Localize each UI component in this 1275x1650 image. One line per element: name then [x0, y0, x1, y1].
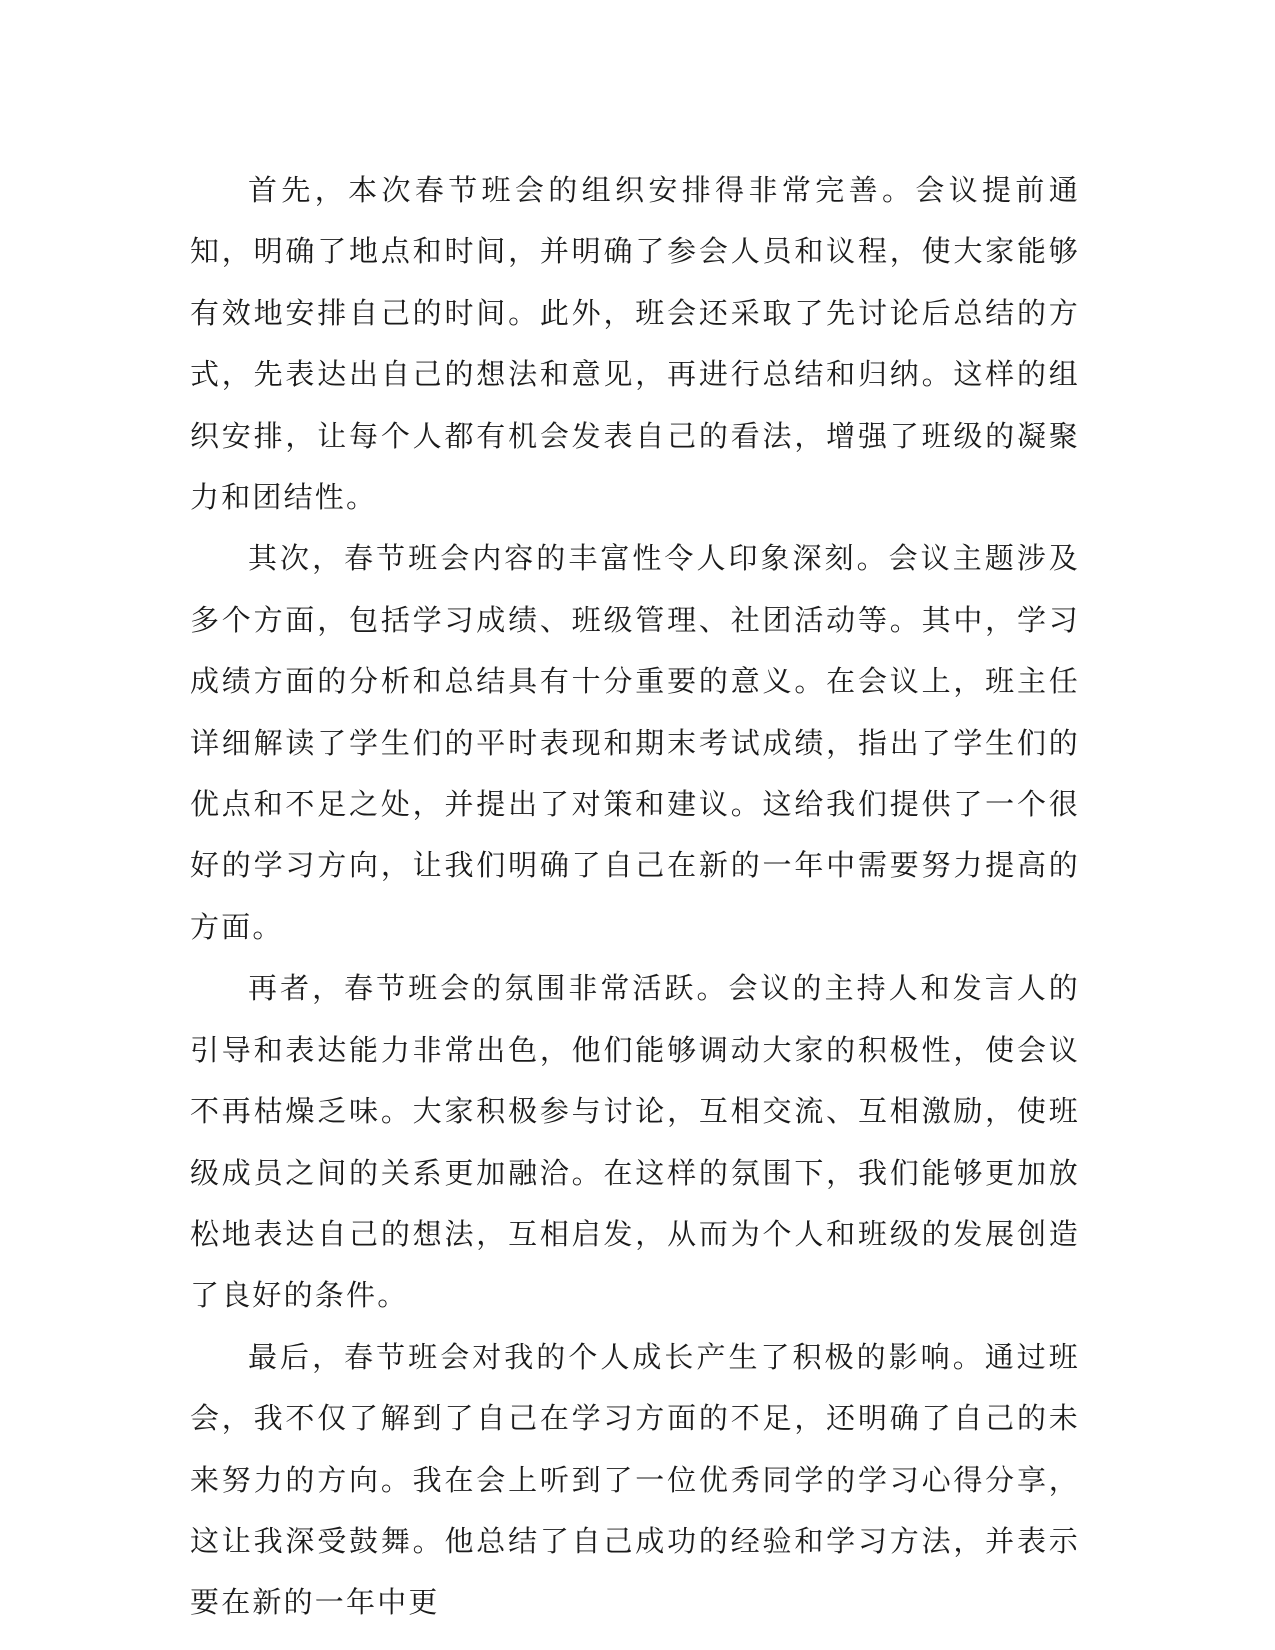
paragraph-personal-growth: 最后，春节班会对我的个人成长产生了积极的影响。通过班会，我不仅了解到了自己在学习方面的不足，还明确了自己的未来努力的方向。我在会上听到了一位优秀同学的学习心得分享，这让我深受鼓舞。他总结了自己成功的经验和学习方法，并表示要在新的一年中更 [190, 1339, 1080, 1620]
paragraph-organization: 首先，本次春节班会的组织安排得非常完善。会议提前通知，明确了地点和时间，并明确了参会人员和议程，使大家能够有效地安排自己的时间。此外，班会还采取了先讨论后总结的方式，先表达出自己的想法和意见，再进行总结和归纳。这样的组织安排，让每个人都有机会发表自己的看法，增强了班级的凝聚力和团结性。 [190, 173, 1080, 515]
paragraph-content: 其次，春节班会内容的丰富性令人印象深刻。会议主题涉及多个方面，包括学习成绩、班级管理、社团活动等。其中，学习成绩方面的分析和总结具有十分重要的意义。在会议上，班主任详细解读了学生们的平时表现和期末考试成绩，指出了学生们的优点和不足之处，并提出了对策和建议。这给我们提供了一个很好的学习方向，让我们明确了自己在新的一年中需要努力提高的方面。 [190, 541, 1080, 944]
paragraph-atmosphere: 再者，春节班会的氛围非常活跃。会议的主持人和发言人的引导和表达能力非常出色，他们能够调动大家的积极性，使会议不再枯燥乏味。大家积极参与讨论，互相交流、互相激励，使班级成员之间的关系更加融洽。在这样的氛围下，我们能够更加放松地表达自己的想法，互相启发，从而为个人和班级的发展创造了良好的条件。 [190, 971, 1080, 1313]
document-body [190, 160, 1080, 1634]
